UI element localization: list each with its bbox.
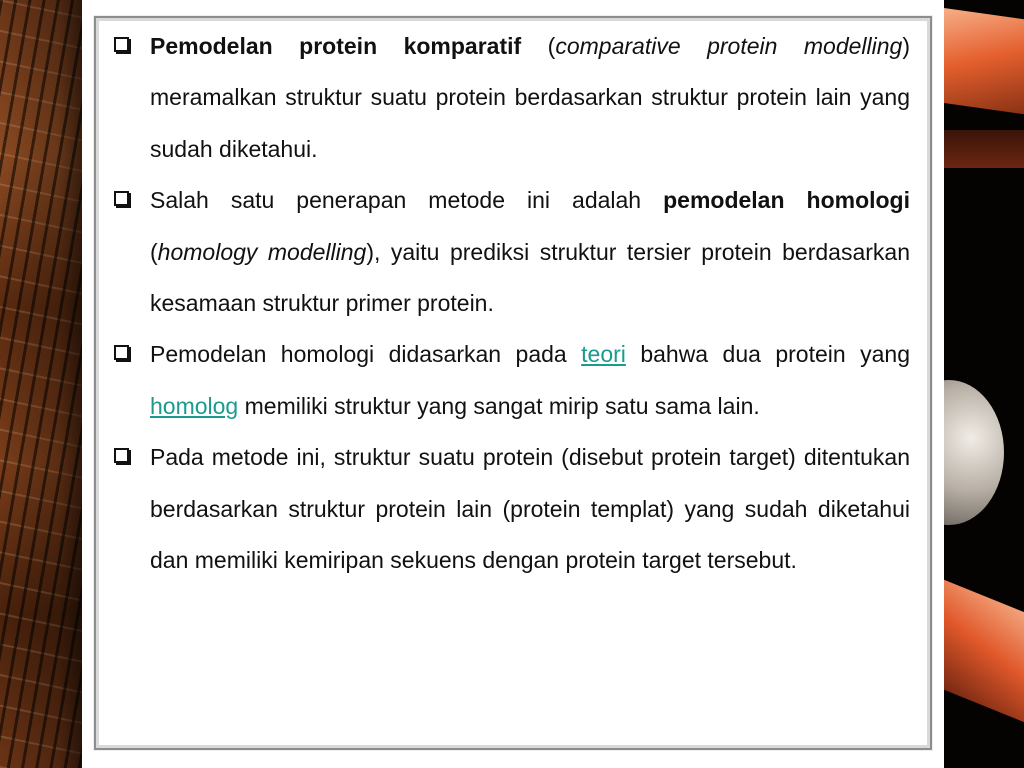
bullet-text: memiliki struktur yang sangat mirip satu sama lain.: [238, 392, 760, 419]
bold-term: pemodelan homologi: [663, 187, 911, 214]
bullet-text: ), yaitu prediksi struktur tersier protein berdasarkan kesamaan struktur primer protein.: [150, 238, 910, 317]
link-homolog[interactable]: homolog: [150, 392, 239, 419]
bullet-text: Pemodelan homologi didasarkan pada: [150, 341, 582, 368]
bullet-text: Salah satu penerapan metode ini adalah: [150, 187, 664, 214]
link-teori[interactable]: teori: [581, 341, 626, 368]
grey-sphere-shape: [944, 380, 1004, 525]
bullet-item-4: [104, 432, 910, 586]
italic-term: homology modelling: [157, 238, 367, 265]
bullet-text: ) meramalkan struktur suatu protein berdasarkan struktur protein lain yang sudah diketahui.: [150, 33, 910, 162]
slide-panel: [82, 0, 944, 768]
hollow-square-bullet-icon: [114, 345, 129, 360]
orange-band-top: [944, 7, 1024, 119]
hollow-square-bullet-icon: [114, 191, 129, 206]
italic-term: comparative protein modelling: [555, 33, 903, 59]
right-decorative-background: [944, 0, 1024, 768]
bullet-text: Pada metode ini, struktur suatu protein (disebut protein target) ditentukan berdasarkan struktur protein lain (protein templat) yang sudah diketahui dan memiliki kemiripan sekuens dengan protein target tersebut.: [150, 444, 910, 574]
left-background-shade: [0, 0, 82, 768]
paren-open: (: [521, 33, 556, 59]
bullet-item-2: [104, 175, 910, 329]
hollow-square-bullet-icon: [114, 448, 129, 463]
orange-band-bottom: [944, 572, 1024, 739]
dark-red-band: [944, 130, 1024, 168]
bullet-item-1: [104, 21, 910, 175]
hollow-square-bullet-icon: [114, 37, 129, 52]
bold-term: Pemodelan protein komparatif: [150, 33, 522, 59]
paren-open: (: [150, 238, 158, 265]
bullet-list: [104, 21, 910, 586]
bullet-text: bahwa dua protein yang: [625, 341, 910, 368]
bullet-item-3: [104, 329, 910, 432]
